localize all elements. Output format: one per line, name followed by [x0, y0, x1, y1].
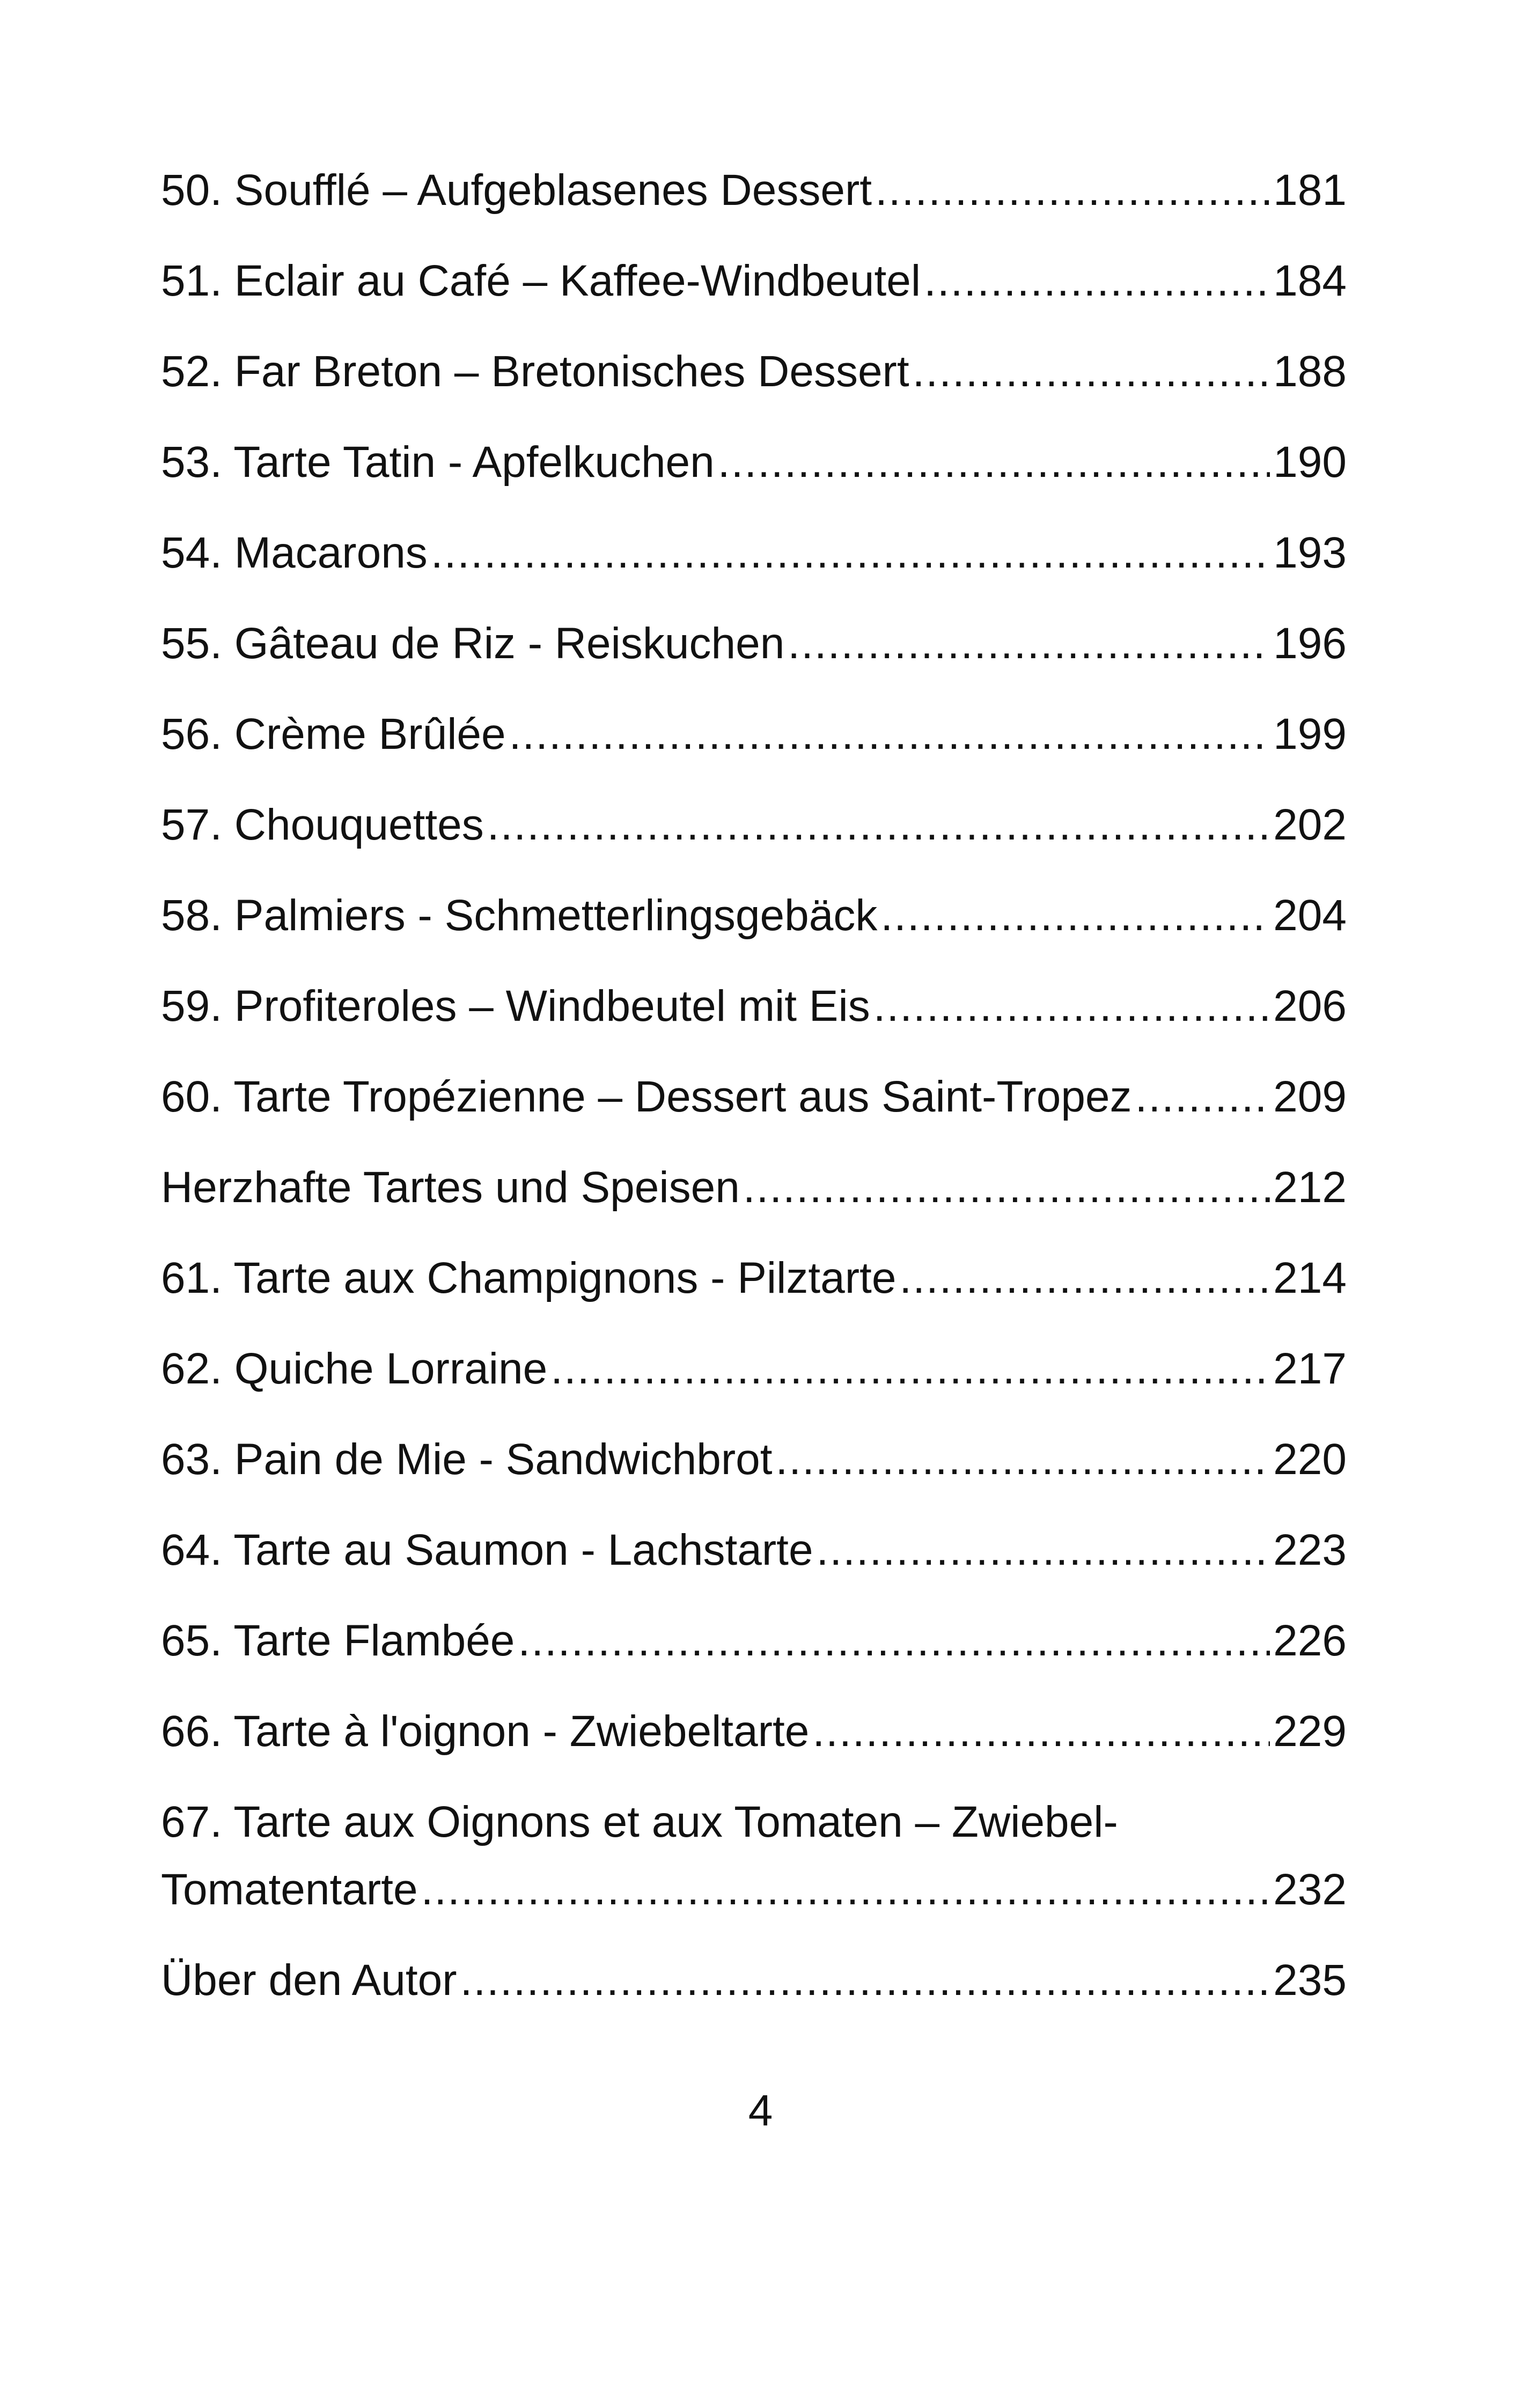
dot-leader	[776, 1430, 1270, 1489]
dot-leader	[550, 1339, 1270, 1398]
toc-entry-label: 50. Soufflé – Aufgeblasenes Dessert	[161, 166, 872, 215]
toc-entry-page: 181	[1273, 166, 1347, 215]
toc-entry-label: 53. Tarte Tatin - Apfelkuchen	[161, 438, 715, 487]
dot-leader	[487, 796, 1270, 855]
table-of-contents	[161, 161, 1347, 2042]
toc-entry-page: 184	[1273, 256, 1347, 305]
toc-entry-67	[161, 1793, 1347, 1919]
toc-entry-63	[161, 1430, 1347, 1489]
toc-entry-56	[161, 705, 1347, 764]
toc-entry-label: 56. Crème Brûlée	[161, 710, 506, 759]
toc-entry-label: 65. Tarte Flambée	[161, 1616, 515, 1665]
page-number: 4	[748, 2086, 773, 2135]
toc-entry-label: 54. Macarons	[161, 528, 428, 577]
dot-leader	[431, 524, 1270, 583]
dot-leader	[788, 614, 1270, 673]
dot-leader	[924, 252, 1270, 311]
dot-leader	[913, 342, 1270, 401]
dot-leader	[509, 705, 1270, 764]
dot-leader	[718, 433, 1270, 492]
toc-entry-label: Tomatentarte	[161, 1865, 418, 1914]
toc-entry-label-line1: 67. Tarte aux Oignons et aux Tomaten – Zwiebel-	[161, 1798, 1118, 1846]
toc-entry-page: 226	[1273, 1616, 1347, 1665]
dot-leader	[817, 1521, 1270, 1580]
toc-entry-label: 55. Gâteau de Riz - Reiskuchen	[161, 619, 785, 668]
toc-entry-57	[161, 796, 1347, 855]
toc-entry-64	[161, 1521, 1347, 1580]
dot-leader	[460, 1951, 1270, 2010]
toc-entry-page: 209	[1273, 1072, 1347, 1121]
toc-entry-page: 188	[1273, 347, 1347, 396]
toc-entry-page: 193	[1273, 528, 1347, 577]
toc-entry-page: 223	[1273, 1526, 1347, 1574]
toc-entry-label: 58. Palmiers - Schmetterlingsgebäck	[161, 891, 878, 940]
toc-entry-62	[161, 1339, 1347, 1398]
toc-entry-52	[161, 342, 1347, 401]
toc-entry-page: 204	[1273, 891, 1347, 940]
toc-entry-label: 57. Chouquettes	[161, 800, 484, 849]
toc-entry-page: 212	[1273, 1163, 1347, 1212]
dot-leader	[875, 161, 1270, 220]
toc-entry-page: 214	[1273, 1254, 1347, 1302]
toc-entry-page: 217	[1273, 1344, 1347, 1393]
toc-entry-label: 66. Tarte à l'oignon - Zwiebeltarte	[161, 1707, 810, 1756]
toc-entry-label: 64. Tarte au Saumon - Lachstarte	[161, 1526, 813, 1574]
toc-entry-label: 52. Far Breton – Bretonisches Dessert	[161, 347, 909, 396]
toc-entry-51	[161, 252, 1347, 311]
toc-entry-label: 62. Quiche Lorraine	[161, 1344, 548, 1393]
toc-entry-50	[161, 161, 1347, 220]
dot-leader	[1135, 1067, 1270, 1126]
toc-entry-page: 202	[1273, 800, 1347, 849]
dot-leader	[873, 977, 1270, 1036]
dot-leader	[421, 1860, 1270, 1919]
toc-entry-label: 51. Eclair au Café – Kaffee-Windbeutel	[161, 256, 921, 305]
toc-entry-53	[161, 433, 1347, 492]
toc-entry-page: 235	[1273, 1956, 1347, 2005]
toc-entry-label: 63. Pain de Mie - Sandwichbrot	[161, 1435, 773, 1484]
toc-entry-61	[161, 1249, 1347, 1308]
toc-entry-label: 61. Tarte aux Champignons - Pilztarte	[161, 1254, 897, 1302]
toc-entry-page: 199	[1273, 710, 1347, 759]
dot-leader	[880, 886, 1270, 945]
toc-entry-60	[161, 1067, 1347, 1126]
toc-entry-label: 59. Profiteroles – Windbeutel mit Eis	[161, 982, 870, 1030]
toc-section-herzhafte	[161, 1158, 1347, 1217]
dot-leader	[899, 1249, 1270, 1308]
toc-entry-page: 190	[1273, 438, 1347, 487]
toc-entry-label: Über den Autor	[161, 1956, 457, 2005]
toc-entry-page: 229	[1273, 1707, 1347, 1756]
toc-entry-55	[161, 614, 1347, 673]
toc-entry-59	[161, 977, 1347, 1036]
dot-leader	[743, 1158, 1270, 1217]
toc-entry-65	[161, 1611, 1347, 1670]
toc-entry-58	[161, 886, 1347, 945]
dot-leader	[812, 1702, 1270, 1761]
toc-entry-54	[161, 524, 1347, 583]
toc-entry-label: Herzhafte Tartes und Speisen	[161, 1163, 740, 1212]
toc-entry-page: 220	[1273, 1435, 1347, 1484]
toc-entry-page: 206	[1273, 982, 1347, 1030]
toc-entry-66	[161, 1702, 1347, 1761]
toc-entry-page: 196	[1273, 619, 1347, 668]
toc-entry-label: 60. Tarte Tropézienne – Dessert aus Saint-Tropez	[161, 1072, 1132, 1121]
dot-leader	[518, 1611, 1270, 1670]
toc-entry-author	[161, 1951, 1347, 2010]
toc-entry-page: 232	[1273, 1865, 1347, 1914]
